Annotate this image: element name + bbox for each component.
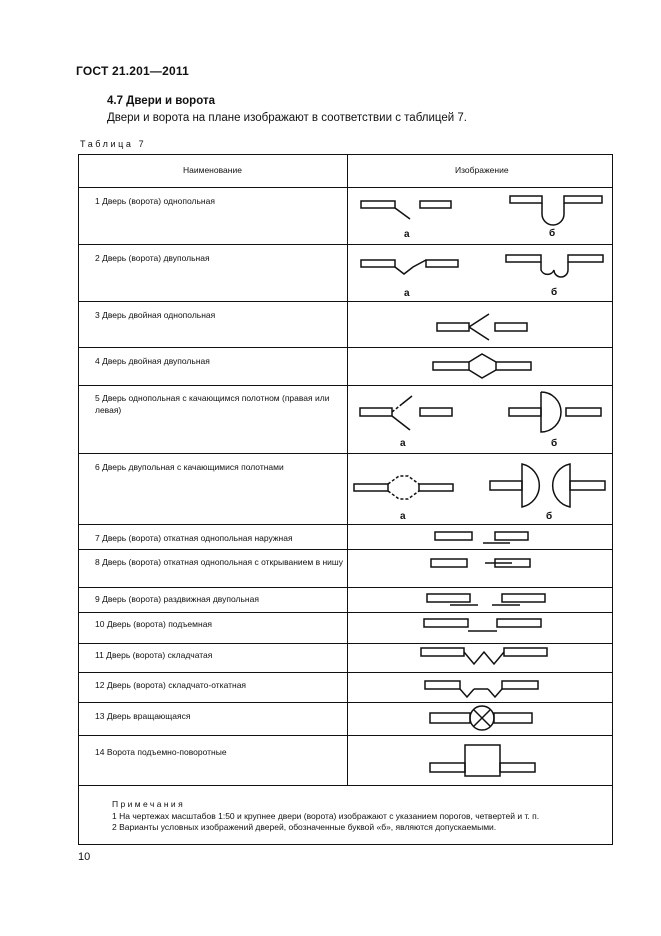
door-symbol-8 [431, 559, 530, 567]
door-symbol-9 [427, 594, 545, 605]
door-symbol-2a [361, 260, 458, 274]
door-symbol-2b [506, 255, 603, 277]
column-header-name: Наименование [183, 165, 242, 175]
door-symbol-6b [490, 464, 605, 507]
variant-label-b: б [546, 511, 553, 522]
door-symbol-14 [430, 745, 535, 776]
door-symbol-5a [360, 396, 452, 430]
document-header: ГОСТ 21.201—2011 [76, 64, 189, 78]
note-item: 2 Варианты условных изображений дверей, обозначенные буквой «б», являются допускаемыми. [112, 822, 497, 832]
notes-title: Примечания [112, 799, 186, 809]
door-symbol-5b [509, 392, 601, 432]
door-symbol-6a [354, 476, 453, 499]
row-label: 11 Дверь (ворота) складчатая [95, 650, 213, 660]
note-item: 1 На чертежах масштабов 1:50 и крупнее двери (ворота) изображают с указанием порогов, четвертей и т. п. [112, 810, 540, 821]
row-label: 7 Дверь (ворота) откатная однопольная наружная [95, 533, 293, 543]
door-symbol-12 [425, 681, 538, 697]
door-symbol-11 [421, 648, 547, 664]
row-label: 6 Дверь двупольная с качающимися полотнами [95, 462, 284, 472]
variant-label-b: б [551, 438, 558, 449]
door-symbol-3 [437, 314, 527, 340]
door-symbol-10 [424, 619, 541, 631]
row-label: 2 Дверь (ворота) двупольная [95, 253, 210, 263]
row-label: 5 Дверь однопольная с качающимся полотном (правая или левая) [95, 393, 330, 415]
row-label: 3 Дверь двойная однопольная [95, 310, 216, 320]
row-label: 4 Дверь двойная двупольная [95, 356, 210, 366]
door-symbol-1a [361, 201, 451, 219]
row-label: 9 Дверь (ворота) раздвижная двупольная [95, 594, 259, 604]
door-symbol-13 [430, 706, 532, 730]
row-label: 1 Дверь (ворота) однопольная [95, 196, 215, 206]
section-text: Двери и ворота на плане изображают в соответствии с таблицей 7. [107, 112, 467, 124]
variant-label-a: а [400, 511, 406, 522]
variant-label-b: б [551, 287, 558, 298]
row-label: 14 Ворота подъемно-поворотные [95, 747, 227, 757]
section-title: 4.7 Двери и ворота [107, 95, 215, 107]
door-symbol-4 [433, 354, 531, 378]
table-caption: Таблица 7 [80, 139, 147, 149]
row-label: 8 Дверь (ворота) откатная однопольная с открыванием в нишу [95, 557, 343, 567]
column-header-image: Изображение [455, 165, 509, 175]
door-symbol-7 [435, 532, 528, 543]
row-label: 10 Дверь (ворота) подъемная [95, 619, 213, 629]
row-label: 12 Дверь (ворота) складчато-откатная [95, 680, 247, 690]
variant-label-b: б [549, 228, 556, 239]
page-number: 10 [78, 851, 91, 863]
door-symbol-1b [510, 196, 602, 225]
row-label: 13 Дверь вращающаяся [95, 711, 191, 721]
variant-label-a: а [404, 229, 410, 240]
variant-label-a: а [404, 288, 410, 299]
variant-label-a: а [400, 438, 406, 449]
